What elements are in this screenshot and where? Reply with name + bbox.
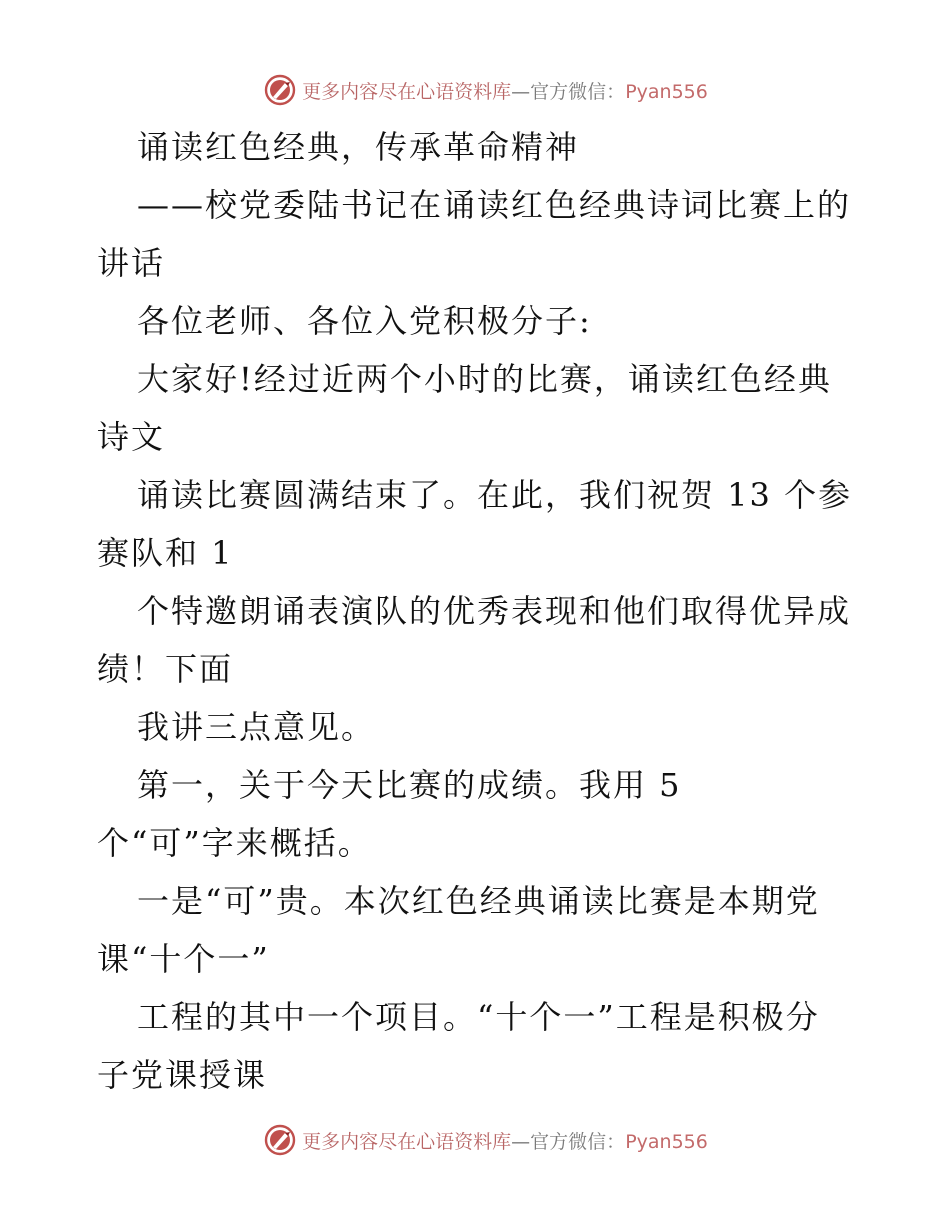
banner-main-text: 更多内容尽在心语资料库: [302, 80, 512, 103]
doc-paragraph-line: 工程的其中一个项目。“十个一”工程是积极分: [137, 998, 820, 1036]
doc-paragraph-line: 个特邀朗诵表演队的优秀表现和他们取得优异成: [137, 592, 852, 630]
doc-subtitle-cont: 讲话: [97, 244, 166, 282]
doc-paragraph-line: 我讲三点意见。: [137, 708, 376, 746]
doc-subtitle: ——校党委陆书记在诵读红色经典诗词比赛上的: [137, 186, 852, 224]
doc-paragraph-line: 个“可”字来概括。: [97, 824, 372, 862]
doc-title: 诵读红色经典，传承革命精神: [137, 128, 580, 166]
footer-banner: [0, 1120, 950, 1160]
header-banner: [0, 70, 950, 110]
doc-paragraph-line: 第一，关于今天比赛的成绩。我用 5: [137, 766, 682, 804]
pen-seal-icon: [264, 1124, 296, 1156]
pen-seal-icon: [264, 74, 296, 106]
banner-wx-label: 官方微信：: [530, 1130, 626, 1153]
doc-paragraph-line: 课“十个一”: [97, 940, 270, 978]
banner-wx-label: 官方微信：: [530, 80, 626, 103]
doc-paragraph-line: 大家好!经过近两个小时的比赛，诵读红色经典: [137, 360, 832, 398]
doc-paragraph-line: 一是“可”贵。本次红色经典诵读比赛是本期党: [137, 882, 820, 920]
banner-text: [302, 77, 708, 104]
doc-paragraph-line: 诵读比赛圆满结束了。在此，我们祝贺 13 个参: [137, 476, 853, 514]
banner-wx-id: Pyan556: [625, 1130, 708, 1153]
banner-main-text: 更多内容尽在心语资料库: [302, 1130, 512, 1153]
doc-paragraph-line: 诗文: [97, 418, 166, 456]
doc-paragraph-line: 绩！下面: [97, 650, 234, 688]
doc-salutation: 各位老师、各位入党积极分子:: [137, 302, 592, 340]
doc-paragraph-line: 赛队和 1: [97, 534, 234, 572]
banner-text: [302, 1127, 708, 1154]
banner-dash: —: [511, 80, 531, 103]
banner-dash: —: [511, 1130, 531, 1153]
banner-wx-id: Pyan556: [625, 80, 708, 103]
doc-paragraph-line: 子党课授课: [97, 1056, 268, 1094]
